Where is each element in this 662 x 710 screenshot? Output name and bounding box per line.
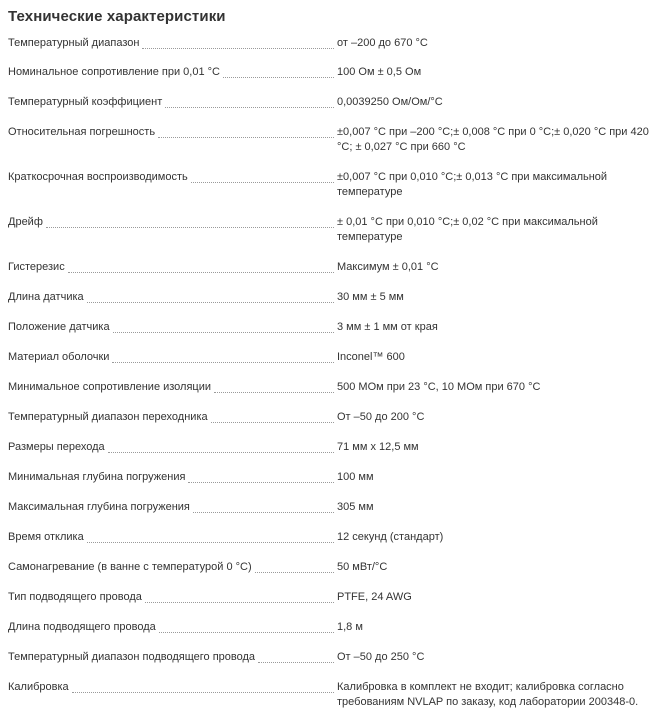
spec-label-text: Минимальное сопротивление изоляции <box>8 381 212 393</box>
dotted-leader <box>165 95 334 108</box>
spec-label-text: Длина датчика <box>8 291 84 303</box>
spec-label-text: Относительная погрешность <box>8 126 156 138</box>
spec-label-text: Тип подводящего провода <box>8 591 142 603</box>
dotted-leader <box>214 380 334 393</box>
spec-row <box>8 65 654 80</box>
spec-row <box>8 125 654 155</box>
spec-label-text: Температурный диапазон <box>8 37 140 49</box>
spec-value: ±0,007 °C при –200 °C;± 0,008 °C при 0 °C;± 0,020 °C при 420 °C; ± 0,027 °C при 660 °C <box>337 126 649 153</box>
dotted-leader <box>258 650 334 663</box>
dotted-leader <box>113 320 334 333</box>
dotted-leader <box>112 350 334 363</box>
spec-value: PTFE, 24 AWG <box>337 591 412 603</box>
spec-label <box>8 410 338 425</box>
spec-label-text: Температурный коэффициент <box>8 96 163 108</box>
spec-label <box>8 560 338 575</box>
spec-label <box>8 320 338 335</box>
spec-label-text: Время отклика <box>8 531 84 543</box>
dotted-leader <box>46 215 334 228</box>
spec-label <box>8 350 338 365</box>
spec-label <box>8 215 338 230</box>
spec-row <box>8 36 654 51</box>
spec-label <box>8 65 338 80</box>
spec-row <box>8 650 654 665</box>
spec-row <box>8 380 654 395</box>
dotted-leader <box>87 290 334 303</box>
spec-row <box>8 440 654 455</box>
spec-value: 500 МОм при 23 °C, 10 МОм при 670 °C <box>337 381 541 393</box>
spec-value: 100 Ом ± 0,5 Ом <box>337 66 422 78</box>
spec-row <box>8 470 654 485</box>
spec-row <box>8 215 654 245</box>
spec-value: Калибровка в комплект не входит; калибровка согласно требованиям NVLAP по заказу, код лаборатории 200348-0. <box>337 681 639 708</box>
spec-row <box>8 500 654 515</box>
spec-row <box>8 680 654 710</box>
spec-label <box>8 590 338 605</box>
spec-value: 100 мм <box>337 471 374 483</box>
spec-row <box>8 320 654 335</box>
spec-row <box>8 95 654 110</box>
spec-row <box>8 620 654 635</box>
spec-label-text: Длина подводящего провода <box>8 621 156 633</box>
spec-label-text: Самонагревание (в ванне с температурой 0 °C) <box>8 561 252 573</box>
dotted-leader <box>223 65 334 78</box>
spec-label <box>8 125 338 140</box>
spec-row <box>8 350 654 365</box>
dotted-leader <box>188 470 334 483</box>
dotted-leader <box>68 260 334 273</box>
dotted-leader <box>159 620 334 633</box>
spec-label <box>8 380 338 395</box>
spec-value: От –50 до 200 °C <box>337 411 425 423</box>
spec-label-text: Положение датчика <box>8 321 110 333</box>
specs-table <box>8 36 654 710</box>
spec-label <box>8 170 338 185</box>
spec-label <box>8 680 338 695</box>
spec-value: ± 0,01 °C при 0,010 °C;± 0,02 °C при максимальной температуре <box>337 216 598 243</box>
spec-row <box>8 410 654 425</box>
spec-label <box>8 260 338 275</box>
spec-label-text: Максимальная глубина погружения <box>8 501 190 513</box>
spec-row <box>8 260 654 275</box>
spec-label <box>8 36 338 51</box>
spec-label <box>8 470 338 485</box>
spec-value: 3 мм ± 1 мм от края <box>337 321 438 333</box>
dotted-leader <box>158 125 334 138</box>
spec-value: 1,8 м <box>337 621 363 633</box>
spec-value: Максимум ± 0,01 °C <box>337 261 439 273</box>
spec-row <box>8 560 654 575</box>
spec-label <box>8 620 338 635</box>
spec-label-text: Дрейф <box>8 216 43 228</box>
spec-row <box>8 590 654 605</box>
spec-value: 0,0039250 Ом/Ом/°C <box>337 96 443 108</box>
dotted-leader <box>193 500 334 513</box>
spec-label-text: Материал оболочки <box>8 351 110 363</box>
spec-label-text: Калибровка <box>8 681 69 693</box>
spec-label <box>8 530 338 545</box>
dotted-leader <box>211 410 334 423</box>
dotted-leader <box>145 590 334 603</box>
dotted-leader <box>87 530 334 543</box>
spec-label-text: Температурный диапазон подводящего провода <box>8 651 256 663</box>
spec-value: 50 мВт/°C <box>337 561 388 573</box>
spec-label-text: Размеры перехода <box>8 441 105 453</box>
spec-value: 30 мм ± 5 мм <box>337 291 404 303</box>
dotted-leader <box>142 36 334 49</box>
spec-label-text: Минимальная глубина погружения <box>8 471 186 483</box>
spec-label <box>8 500 338 515</box>
spec-value: 71 мм x 12,5 мм <box>337 441 419 453</box>
page-title: Технические характеристики <box>8 8 226 25</box>
spec-label-text: Гистерезис <box>8 261 65 273</box>
spec-row <box>8 290 654 305</box>
spec-label <box>8 440 338 455</box>
spec-value: 12 секунд (стандарт) <box>337 531 444 543</box>
spec-label-text: Номинальное сопротивление при 0,01 °C <box>8 66 220 78</box>
spec-label-text: Краткосрочная воспроизводимость <box>8 171 188 183</box>
spec-value: Inconel™ 600 <box>337 351 405 363</box>
dotted-leader <box>191 170 334 183</box>
spec-label-text: Температурный диапазон переходника <box>8 411 208 423</box>
spec-value: 305 мм <box>337 501 374 513</box>
spec-row <box>8 530 654 545</box>
dotted-leader <box>72 680 334 693</box>
dotted-leader <box>255 560 334 573</box>
spec-value: ±0,007 °C при 0,010 °C;± 0,013 °C при максимальной температуре <box>337 171 608 198</box>
spec-label <box>8 650 338 665</box>
spec-value: от –200 до 670 °C <box>337 37 428 49</box>
spec-label <box>8 290 338 305</box>
spec-row <box>8 170 654 200</box>
spec-label <box>8 95 338 110</box>
dotted-leader <box>108 440 334 453</box>
spec-value: От –50 до 250 °C <box>337 651 425 663</box>
